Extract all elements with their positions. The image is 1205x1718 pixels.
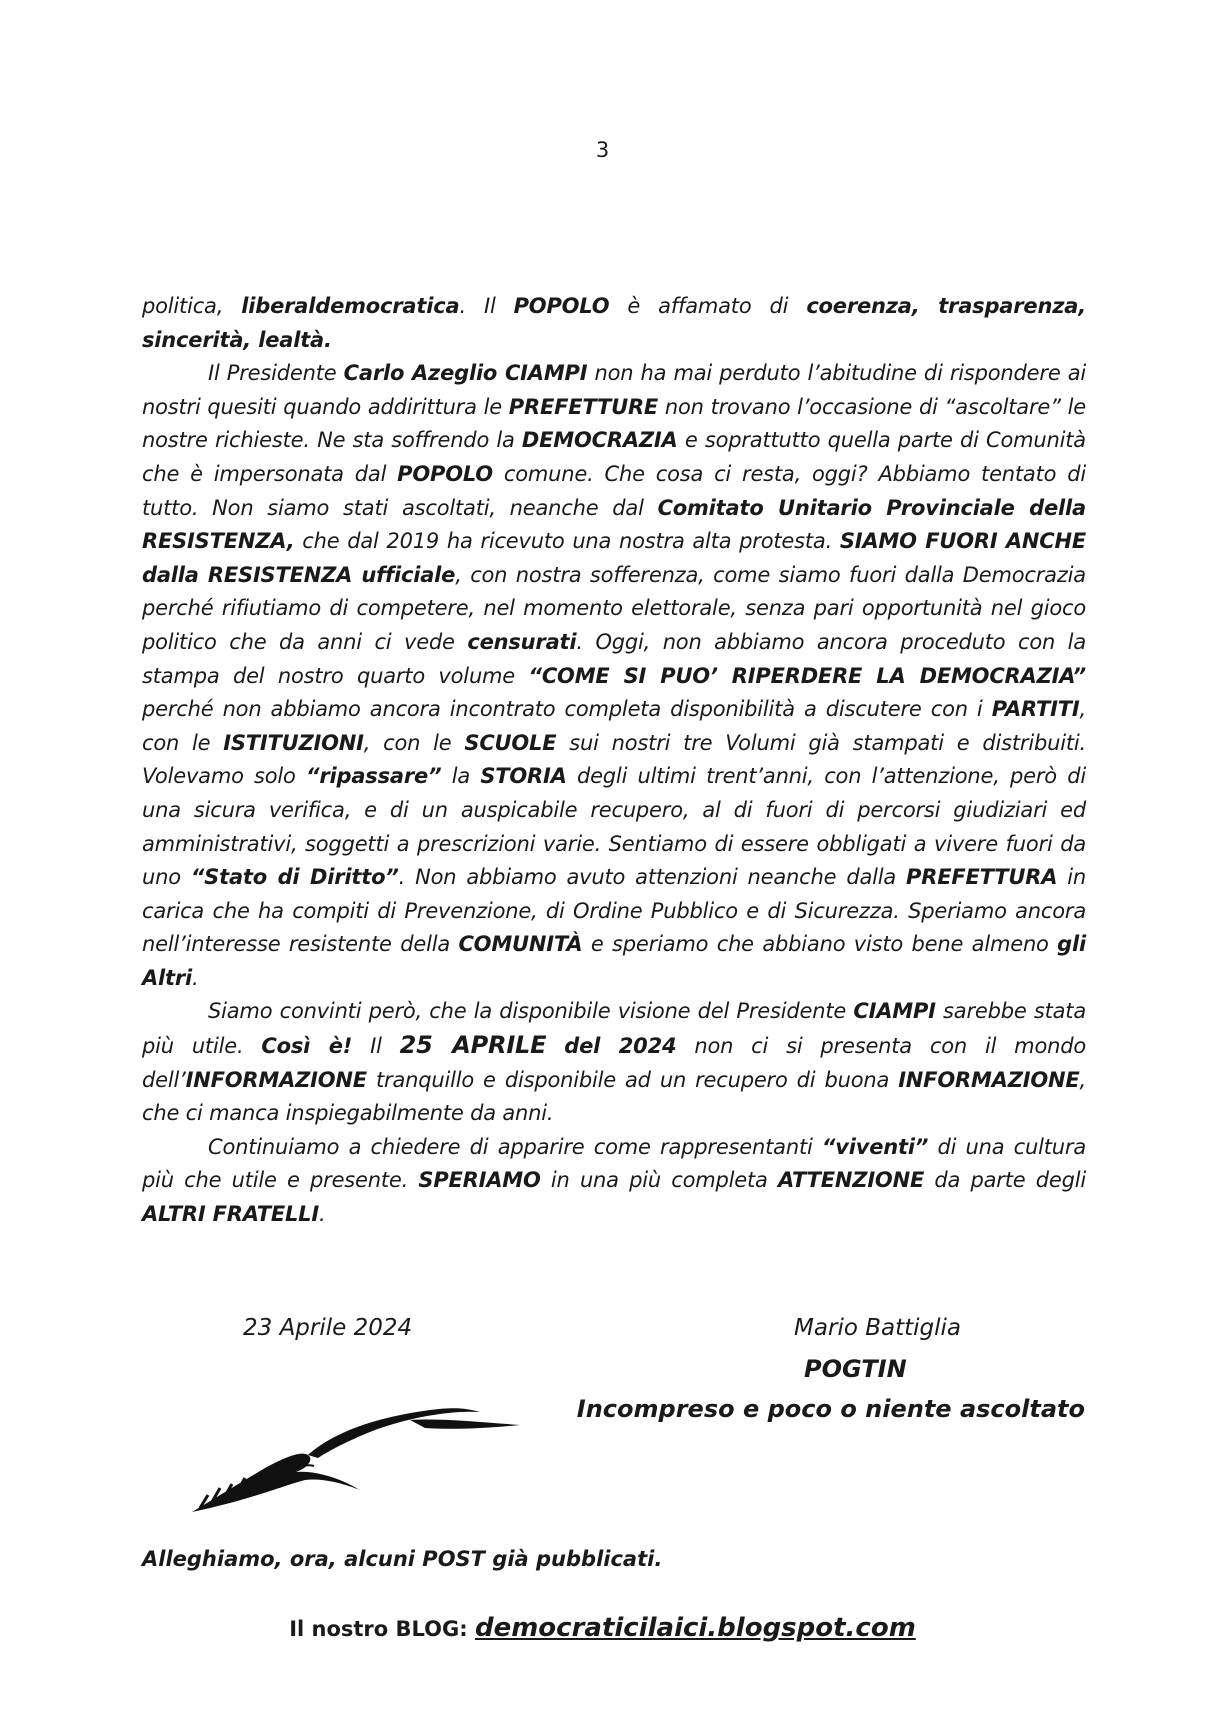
bold-run: POPOLO [397, 461, 493, 486]
bold-run: PREFETTURA [906, 865, 1058, 890]
text-run: in carica che ha compiti di Prevenzione, di Ordine Pubblico e di Sicurezza. Speriamo ancora nell’interesse resistente della [142, 865, 1086, 957]
text-run: Il Presidente [208, 361, 344, 386]
bold-run: Così è! [261, 1034, 353, 1059]
bold-run: ISTITUZIONI [223, 730, 364, 755]
text-run: . Il [459, 294, 514, 318]
attachments-note: Alleghiamo, ora, alcuni POST già pubblicati. [142, 1547, 663, 1571]
text-run: è affamato di [609, 294, 807, 318]
bold-run: gli Altri [142, 932, 1086, 990]
bold-run: POPOLO [513, 294, 610, 318]
text-run: e speriamo che abbiano visto bene almeno [582, 932, 1058, 957]
paragraph [142, 290, 1086, 357]
text-run [546, 1034, 564, 1058]
seagull-logo-icon [190, 1400, 535, 1515]
bold-run: SIAMO FUORI ANCHE dalla RESISTENZA ufficiale [142, 529, 1086, 587]
body-text [142, 290, 1086, 1232]
text-run: . [318, 1202, 326, 1227]
bold-run: SPERIAMO [418, 1168, 541, 1193]
signature-motto: Incompreso e poco o niente ascoltato [576, 1395, 1085, 1423]
signature-author: Mario Battiglia [794, 1315, 961, 1341]
bold-run: Comitato Unitario Provinciale della RESISTENZA, [142, 495, 1087, 554]
text-run: in una più completa [540, 1168, 778, 1193]
signature-org: POGTIN [804, 1355, 907, 1383]
bold-run: coerenza, trasparenza, sincerità, lealtà. [142, 294, 1086, 352]
bold-run: del 2024 [564, 1034, 677, 1059]
bold-run: PARTITI [991, 697, 1080, 722]
text-run: tranquillo e disponibile ad un recupero di buona [366, 1067, 899, 1092]
bold-run: ATTENZIONE [778, 1168, 925, 1193]
text-run: . [192, 965, 199, 990]
signature-date: 23 Aprile 2024 [243, 1315, 413, 1341]
text-run: , che ci manca inspiegabilmente da anni. [142, 1067, 1086, 1126]
bold-run: 25 APRILE [399, 1031, 547, 1060]
bold-run: ALTRI FRATELLI [142, 1202, 319, 1227]
text-run: , con le [142, 697, 1086, 755]
text-run: Continuiamo a chiedere di apparire come rappresentanti [208, 1134, 822, 1159]
text-run: degli ultimi trent’anni, con l’attenzione, però di una sicura verifica, e di un auspicabile recupero, al di fuori di percorsi giudiziari ed amministrativi, soggetti a prescrizioni varie. Sentiamo di essere obbligati a vivere fuori da uno [142, 764, 1086, 890]
bold-run: DEMOCRAZIA [521, 428, 678, 453]
text-run: Il [352, 1034, 400, 1059]
bold-run: “COME SI PUO’ RIPERDERE LA DEMOCRAZIA” [528, 663, 1086, 688]
text-run: che dal 2019 ha ricevuto una nostra alta protesta. [294, 529, 840, 554]
bold-run: “ripassare” [306, 764, 442, 789]
bold-run: SCUOLE [464, 730, 557, 755]
text-run: perché non abbiamo ancora incontrato completa disponibilità a discutere con i [142, 697, 992, 722]
text-run: e soprattutto quella parte di Comunità che è impersonata dal [142, 428, 1086, 486]
paragraph [142, 357, 1086, 995]
text-run: non ha mai perduto l’abitudine di rispondere ai nostri quesiti quando addirittura le [142, 361, 1087, 419]
text-run: . Non abbiamo avuto attenzioni neanche dalla [398, 865, 907, 890]
bold-run: INFORMAZIONE [898, 1067, 1080, 1092]
text-run: da parte degli [924, 1168, 1086, 1193]
bold-run: CIAMPI [853, 999, 936, 1024]
bold-run: liberaldemocratica [241, 294, 460, 318]
paragraph [142, 995, 1086, 1130]
bold-run: Carlo Azeglio CIAMPI [343, 361, 588, 386]
blog-url-link[interactable]: democraticilaici.blogspot.com [474, 1613, 916, 1643]
text-run: sui nostri tre Volumi già stampati e distribuiti. Volevamo solo [142, 730, 1086, 789]
text-run: , con le [363, 730, 465, 755]
text-run: la [441, 764, 481, 789]
blog-line [0, 1613, 1205, 1643]
bold-run: COMUNITÀ [458, 932, 583, 957]
text-run: non ci si presenta con il mondo dell’ [142, 1034, 1086, 1092]
bold-run: censurati [467, 629, 577, 654]
text-run: di una cultura più che utile e presente. [142, 1134, 1087, 1193]
bold-run: “viventi” [821, 1134, 929, 1159]
page-number: 3 [595, 138, 610, 162]
text-run: sarebbe stata più utile. [142, 999, 1086, 1059]
blog-label: Il nostro BLOG: [289, 1617, 475, 1641]
bold-run: INFORMAZIONE [185, 1067, 367, 1092]
text-run: . Oggi, non abbiamo ancora proceduto con la stampa del nostro quarto volume [142, 629, 1086, 688]
text-run: comune. Che cosa ci resta, oggi? Abbiamo tentato di tutto. Non siamo stati ascoltati, neanche dal [142, 461, 1086, 520]
text-run: Siamo convinti però, che la disponibile visione del Presidente [208, 999, 854, 1024]
text-run: non trovano l’occasione di “ascoltare” le nostre richieste. Ne sta soffrendo la [142, 394, 1086, 453]
bold-run: “Stato di Diritto” [190, 865, 399, 890]
paragraph [142, 1131, 1086, 1232]
bold-run: PREFETTURE [508, 394, 659, 419]
bold-run: STORIA [480, 764, 567, 789]
text-run: politica, [142, 294, 242, 318]
text-run: , con nostra sofferenza, come siamo fuori dalla Democrazia perché rifiutiamo di competere, nel momento elettorale, senza pari opportunità nel gioco politico che da anni ci vede [142, 562, 1086, 654]
